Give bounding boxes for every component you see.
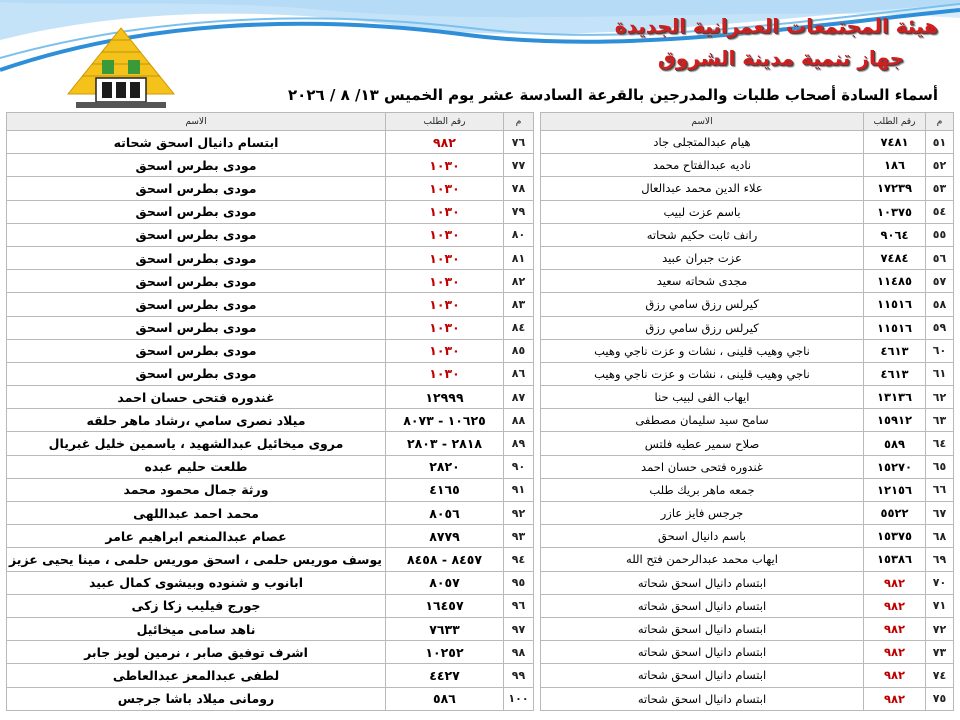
table-row — [541, 455, 954, 478]
row-number: ٨٣ — [504, 293, 534, 316]
row-number: ٨٤ — [504, 316, 534, 339]
table-row — [541, 386, 954, 409]
application-number: ٧٤٨٤ — [864, 246, 926, 269]
table-row — [7, 641, 534, 664]
row-number: ٨٥ — [504, 339, 534, 362]
application-number: ١٠٦٢٥ - ٨٠٧٣ — [386, 409, 504, 432]
applicant-name: ميلاد نصرى سامي ،رشاد ماهر حلقه — [7, 409, 386, 432]
row-number: ٨٠ — [504, 223, 534, 246]
applicant-name: سامح سيد سليمان مصطفى — [541, 409, 864, 432]
table-row — [7, 316, 534, 339]
application-number: ١٠٣٧٥ — [864, 200, 926, 223]
row-number: ٩١ — [504, 478, 534, 501]
application-number: ١٦٤٥٧ — [386, 594, 504, 617]
application-number: ١٨٦ — [864, 154, 926, 177]
table-row — [7, 502, 534, 525]
application-number: ١٠٣٠ — [386, 316, 504, 339]
applicant-name: مجدى شحاته سعيد — [541, 270, 864, 293]
application-number: ١٠٣٠ — [386, 154, 504, 177]
table-row — [541, 502, 954, 525]
table-row — [541, 131, 954, 154]
application-number: ٩٨٢ — [864, 594, 926, 617]
authority-title: هيئة المجتمعات العمرانية الجديدة — [614, 14, 938, 38]
col-header-m: م — [504, 113, 534, 131]
applicant-name: ايهاب الفى لبيب حنا — [541, 386, 864, 409]
table-row — [7, 455, 534, 478]
application-number: ١٧٢٣٩ — [864, 177, 926, 200]
applicant-name: ابتسام دانيال اسحق شحاته — [541, 641, 864, 664]
applicant-name: ابانوب و شنوده وبيشوى كمال عبيد — [7, 571, 386, 594]
table-row — [7, 362, 534, 385]
col-header-name: الاسم — [7, 113, 386, 131]
application-number: ١٥٢٧٠ — [864, 455, 926, 478]
applicant-name: غندوره فتحى حسان احمد — [7, 386, 386, 409]
table-row — [7, 548, 534, 571]
application-number: ١٠٣٠ — [386, 339, 504, 362]
applicant-name: غندوره فتحى حسان احمد — [541, 455, 864, 478]
table-row — [7, 687, 534, 710]
row-number: ١٠٠ — [504, 687, 534, 710]
application-number: ٨٠٥٧ — [386, 571, 504, 594]
table-row — [7, 223, 534, 246]
applicant-name: مودى بطرس اسحق — [7, 293, 386, 316]
row-number: ٥٣ — [926, 177, 954, 200]
table-row — [7, 270, 534, 293]
application-number: ١٠٢٥٢ — [386, 641, 504, 664]
table-row — [7, 594, 534, 617]
application-number: ١٠٣٠ — [386, 362, 504, 385]
row-number: ٥٨ — [926, 293, 954, 316]
application-number: ١١٥١٦ — [864, 316, 926, 339]
row-number: ٩٢ — [504, 502, 534, 525]
row-number: ٦٥ — [926, 455, 954, 478]
row-number: ٩٠ — [504, 455, 534, 478]
row-number: ٦٢ — [926, 386, 954, 409]
application-number: ٩٨٢ — [864, 687, 926, 710]
row-number: ٨١ — [504, 246, 534, 269]
application-number: ٧٤٨١ — [864, 131, 926, 154]
applicant-name: رومانى ميلاد باشا جرجس — [7, 687, 386, 710]
application-number: ٨٠٥٦ — [386, 502, 504, 525]
applicant-name: ابتسام دانيال اسحق شحاته — [7, 131, 386, 154]
applicant-name: مودى بطرس اسحق — [7, 200, 386, 223]
row-number: ٥٦ — [926, 246, 954, 269]
applicant-name: ناجي وهيب قلينى ، نشات و عزت ناجي وهيب — [541, 362, 864, 385]
application-number: ١٠٣٠ — [386, 200, 504, 223]
row-number: ٦٣ — [926, 409, 954, 432]
application-number: ٤٦١٣ — [864, 362, 926, 385]
row-number: ٧٩ — [504, 200, 534, 223]
applicant-name: مودى بطرس اسحق — [7, 339, 386, 362]
table-row — [7, 571, 534, 594]
row-number: ٧١ — [926, 594, 954, 617]
applicant-name: ابتسام دانيال اسحق شحاته — [541, 617, 864, 640]
application-number: ١٥٣٨٦ — [864, 548, 926, 571]
table-row — [541, 177, 954, 200]
row-number: ٥١ — [926, 131, 954, 154]
application-number: ٤٤٢٧ — [386, 664, 504, 687]
row-number: ٧٧ — [504, 154, 534, 177]
table-row — [541, 478, 954, 501]
row-number: ٧٠ — [926, 571, 954, 594]
applicant-name: مودى بطرس اسحق — [7, 270, 386, 293]
row-number: ٨٨ — [504, 409, 534, 432]
application-number: ٩٨٢ — [864, 617, 926, 640]
application-number: ٩٨٢ — [864, 641, 926, 664]
table-row — [541, 641, 954, 664]
row-number: ٦٤ — [926, 432, 954, 455]
applicant-name: باسم دانيال اسحق — [541, 525, 864, 548]
applicant-name: ابتسام دانيال اسحق شحاته — [541, 571, 864, 594]
applicants-table-left — [6, 112, 534, 711]
authority-logo — [62, 24, 180, 116]
application-number: ٤٦١٣ — [864, 339, 926, 362]
row-number: ٩٨ — [504, 641, 534, 664]
applicant-name: صلاح سمير عطيه فلتس — [541, 432, 864, 455]
application-number: ٨٤٥٧ - ٨٤٥٨ — [386, 548, 504, 571]
row-number: ٩٦ — [504, 594, 534, 617]
application-number: ١٢٩٩٩ — [386, 386, 504, 409]
table-row — [541, 316, 954, 339]
row-number: ٩٥ — [504, 571, 534, 594]
application-number: ٩٨٢ — [386, 131, 504, 154]
city-agency-title: جهاز تنمية مدينة الشروق — [657, 46, 904, 70]
table-row — [7, 664, 534, 687]
table-row — [541, 246, 954, 269]
applicant-name: ناديه عبدالفتاح محمد — [541, 154, 864, 177]
table-row — [7, 432, 534, 455]
table-row — [7, 617, 534, 640]
table-row — [7, 200, 534, 223]
table-row — [541, 617, 954, 640]
applicant-name: طلعت حليم عبده — [7, 455, 386, 478]
row-number: ٨٩ — [504, 432, 534, 455]
application-number: ٤١٦٥ — [386, 478, 504, 501]
table-row — [541, 339, 954, 362]
applicant-name: مودى بطرس اسحق — [7, 223, 386, 246]
table-row — [541, 154, 954, 177]
table-row — [541, 293, 954, 316]
application-number: ١٠٣٠ — [386, 246, 504, 269]
applicant-name: مروى ميخائيل عبدالشهيد ، ياسمين خليل غبريال — [7, 432, 386, 455]
applicants-table-right — [540, 112, 954, 711]
row-number: ٦٨ — [926, 525, 954, 548]
row-number: ٧٨ — [504, 177, 534, 200]
row-number: ٧٢ — [926, 617, 954, 640]
applicant-name: عزت جبران عبيد — [541, 246, 864, 269]
table-row — [7, 409, 534, 432]
applicant-name: ابتسام دانيال اسحق شحاته — [541, 687, 864, 710]
application-number: ١٥٩١٢ — [864, 409, 926, 432]
applicant-name: ابتسام دانيال اسحق شحاته — [541, 664, 864, 687]
col-header-num: رقم الطلب — [864, 113, 926, 131]
table-row — [541, 664, 954, 687]
row-number: ٧٤ — [926, 664, 954, 687]
table-row — [7, 525, 534, 548]
applicant-name: هيام عبدالمتجلى جاد — [541, 131, 864, 154]
row-number: ٦٩ — [926, 548, 954, 571]
row-number: ٧٣ — [926, 641, 954, 664]
row-number: ٨٧ — [504, 386, 534, 409]
applicant-name: جرجس فايز عازر — [541, 502, 864, 525]
application-number: ١٠٣٠ — [386, 177, 504, 200]
application-number: ١٠٣٠ — [386, 270, 504, 293]
application-number: ١١٤٨٥ — [864, 270, 926, 293]
application-number: ١٠٣٠ — [386, 293, 504, 316]
row-number: ٧٦ — [504, 131, 534, 154]
application-number: ٢٨١٨ - ٢٨٠٣ — [386, 432, 504, 455]
row-number: ٥٧ — [926, 270, 954, 293]
applicant-name: ناهد سامى ميخائيل — [7, 617, 386, 640]
applicant-name: مودى بطرس اسحق — [7, 316, 386, 339]
applicant-name: باسم عزت لبيب — [541, 200, 864, 223]
applicant-name: رانف ثابت حكيم شحاته — [541, 223, 864, 246]
table-row — [7, 177, 534, 200]
applicant-name: مودى بطرس اسحق — [7, 154, 386, 177]
applicant-name: كيرلس رزق سامي رزق — [541, 316, 864, 339]
row-number: ٦٠ — [926, 339, 954, 362]
applicant-name: ناجي وهيب قلينى ، نشات و عزت ناجي وهيب — [541, 339, 864, 362]
applicant-name: مودى بطرس اسحق — [7, 362, 386, 385]
table-row — [541, 571, 954, 594]
list-subtitle: أسماء السادة أصحاب طلبات والمدرجين بالقرعة السادسة عشر يوم الخميس ١٣/ ٨ / ٢٠٢٦ — [288, 86, 938, 104]
table-row — [541, 223, 954, 246]
application-number: ٩٨٢ — [864, 571, 926, 594]
application-number: ١٣١٣٦ — [864, 386, 926, 409]
col-header-num: رقم الطلب — [386, 113, 504, 131]
table-row — [541, 432, 954, 455]
applicant-name: ابتسام دانيال اسحق شحاته — [541, 594, 864, 617]
row-number: ٨٢ — [504, 270, 534, 293]
table-row — [7, 154, 534, 177]
applicant-name: ورثة جمال محمود محمد — [7, 478, 386, 501]
application-number: ١٥٣٧٥ — [864, 525, 926, 548]
row-number: ٦٦ — [926, 478, 954, 501]
row-number: ٥٩ — [926, 316, 954, 339]
row-number: ٨٦ — [504, 362, 534, 385]
applicant-name: جمعه ماهر بريك طلب — [541, 478, 864, 501]
row-number: ٥٥ — [926, 223, 954, 246]
table-row — [541, 548, 954, 571]
table-row — [7, 246, 534, 269]
row-number: ٩٣ — [504, 525, 534, 548]
row-number: ٩٩ — [504, 664, 534, 687]
applicant-name: يوسف موريس حلمى ، اسحق موريس حلمى ، مينا يحيى عزيز — [7, 548, 386, 571]
application-number: ١٢١٥٦ — [864, 478, 926, 501]
table-row — [541, 409, 954, 432]
table-row — [541, 594, 954, 617]
table-row — [7, 386, 534, 409]
applicant-name: مودى بطرس اسحق — [7, 177, 386, 200]
col-header-m: م — [926, 113, 954, 131]
col-header-name: الاسم — [541, 113, 864, 131]
row-number: ٩٧ — [504, 617, 534, 640]
application-number: ٥٨٩ — [864, 432, 926, 455]
application-number: ٩٠٦٤ — [864, 223, 926, 246]
table-row — [7, 339, 534, 362]
applicant-name: مودى بطرس اسحق — [7, 246, 386, 269]
table-row — [541, 525, 954, 548]
application-number: ٥٨٦ — [386, 687, 504, 710]
application-number: ٧٦٣٣ — [386, 617, 504, 640]
row-number: ٥٢ — [926, 154, 954, 177]
applicant-name: كيرلس رزق سامي رزق — [541, 293, 864, 316]
row-number: ٥٤ — [926, 200, 954, 223]
table-row — [7, 293, 534, 316]
applicant-name: علاء الدين محمد عبدالعال — [541, 177, 864, 200]
table-row — [7, 131, 534, 154]
application-number: ٥٥٢٢ — [864, 502, 926, 525]
table-row — [541, 687, 954, 710]
application-number: ١١٥١٦ — [864, 293, 926, 316]
applicant-name: اشرف توفيق صابر ، نرمين لويز جابر — [7, 641, 386, 664]
applicant-name: عصام عبدالمنعم ابراهيم عامر — [7, 525, 386, 548]
row-number: ٦٧ — [926, 502, 954, 525]
application-number: ١٠٣٠ — [386, 223, 504, 246]
table-row — [541, 270, 954, 293]
applicant-name: لطفى عبدالمعز عبدالعاطى — [7, 664, 386, 687]
table-row — [541, 362, 954, 385]
application-number: ٢٨٢٠ — [386, 455, 504, 478]
row-number: ٦١ — [926, 362, 954, 385]
table-row — [7, 478, 534, 501]
row-number: ٧٥ — [926, 687, 954, 710]
applicant-name: ايهاب محمد عبدالرحمن فتح الله — [541, 548, 864, 571]
application-number: ٨٧٧٩ — [386, 525, 504, 548]
applicant-name: جورج فيليب زكا زكى — [7, 594, 386, 617]
table-row — [541, 200, 954, 223]
applicant-name: محمد احمد عبداللهى — [7, 502, 386, 525]
row-number: ٩٤ — [504, 548, 534, 571]
application-number: ٩٨٢ — [864, 664, 926, 687]
